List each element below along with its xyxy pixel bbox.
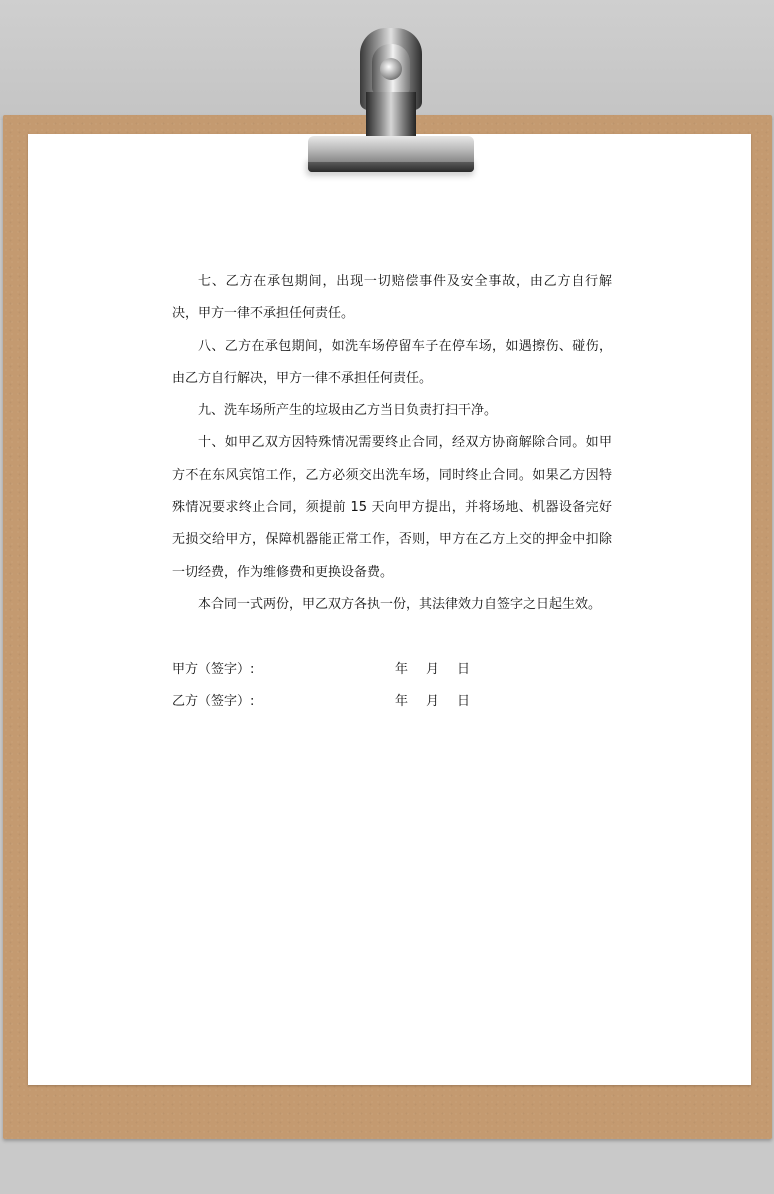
signature-label: 乙方（签字）: [172, 694, 255, 709]
date-month: 月 [426, 694, 440, 709]
signature-row-party-a [172, 656, 492, 688]
date-day: 日 [457, 662, 471, 677]
date-year: 年 [395, 694, 409, 709]
binder-clip-neck [366, 92, 416, 138]
clause-nine: 九、洗车场所产生的垃圾由乙方当日负责打扫干净。 [198, 403, 498, 419]
clause-ten: 十、如甲乙双方因特殊情况需要终止合同，经双方协商解除合同。如甲方不在东风宾馆工作，乙方必须交出洗车场，同时终止合同。如果乙方因特殊情况要求终止合同，须提前 15 天向甲方提出，并将场地、机器设备完好无损交给甲方，保障机器能正常工作，否则，甲方在乙方上交的押金中扣除一切经费，作为维修费和更换设备费。 [172, 435, 612, 580]
clause-seven: 七、乙方在承包期间，出现一切赔偿事件及安全事故，由乙方自行解决，甲方一律不承担任何责任。 [172, 274, 612, 322]
clause-eight: 八、乙方在承包期间，如洗车场停留车子在停车场，如遇擦伤、碰伤，由乙方自行解决，甲方一律不承担任何责任。 [172, 338, 612, 386]
signature-block [172, 656, 492, 720]
signature-label: 甲方（签字）: [172, 662, 255, 677]
clause-closing: 本合同一式两份，甲乙双方各执一份，其法律效力自签字之日起生效。 [198, 596, 602, 612]
signature-row-party-b [172, 688, 492, 720]
binder-clip-edge [308, 162, 474, 172]
date-month: 月 [426, 662, 440, 677]
date-day: 日 [457, 694, 471, 709]
contract-body [172, 266, 612, 621]
binder-clip-rivet [380, 58, 402, 80]
date-year: 年 [395, 662, 409, 677]
